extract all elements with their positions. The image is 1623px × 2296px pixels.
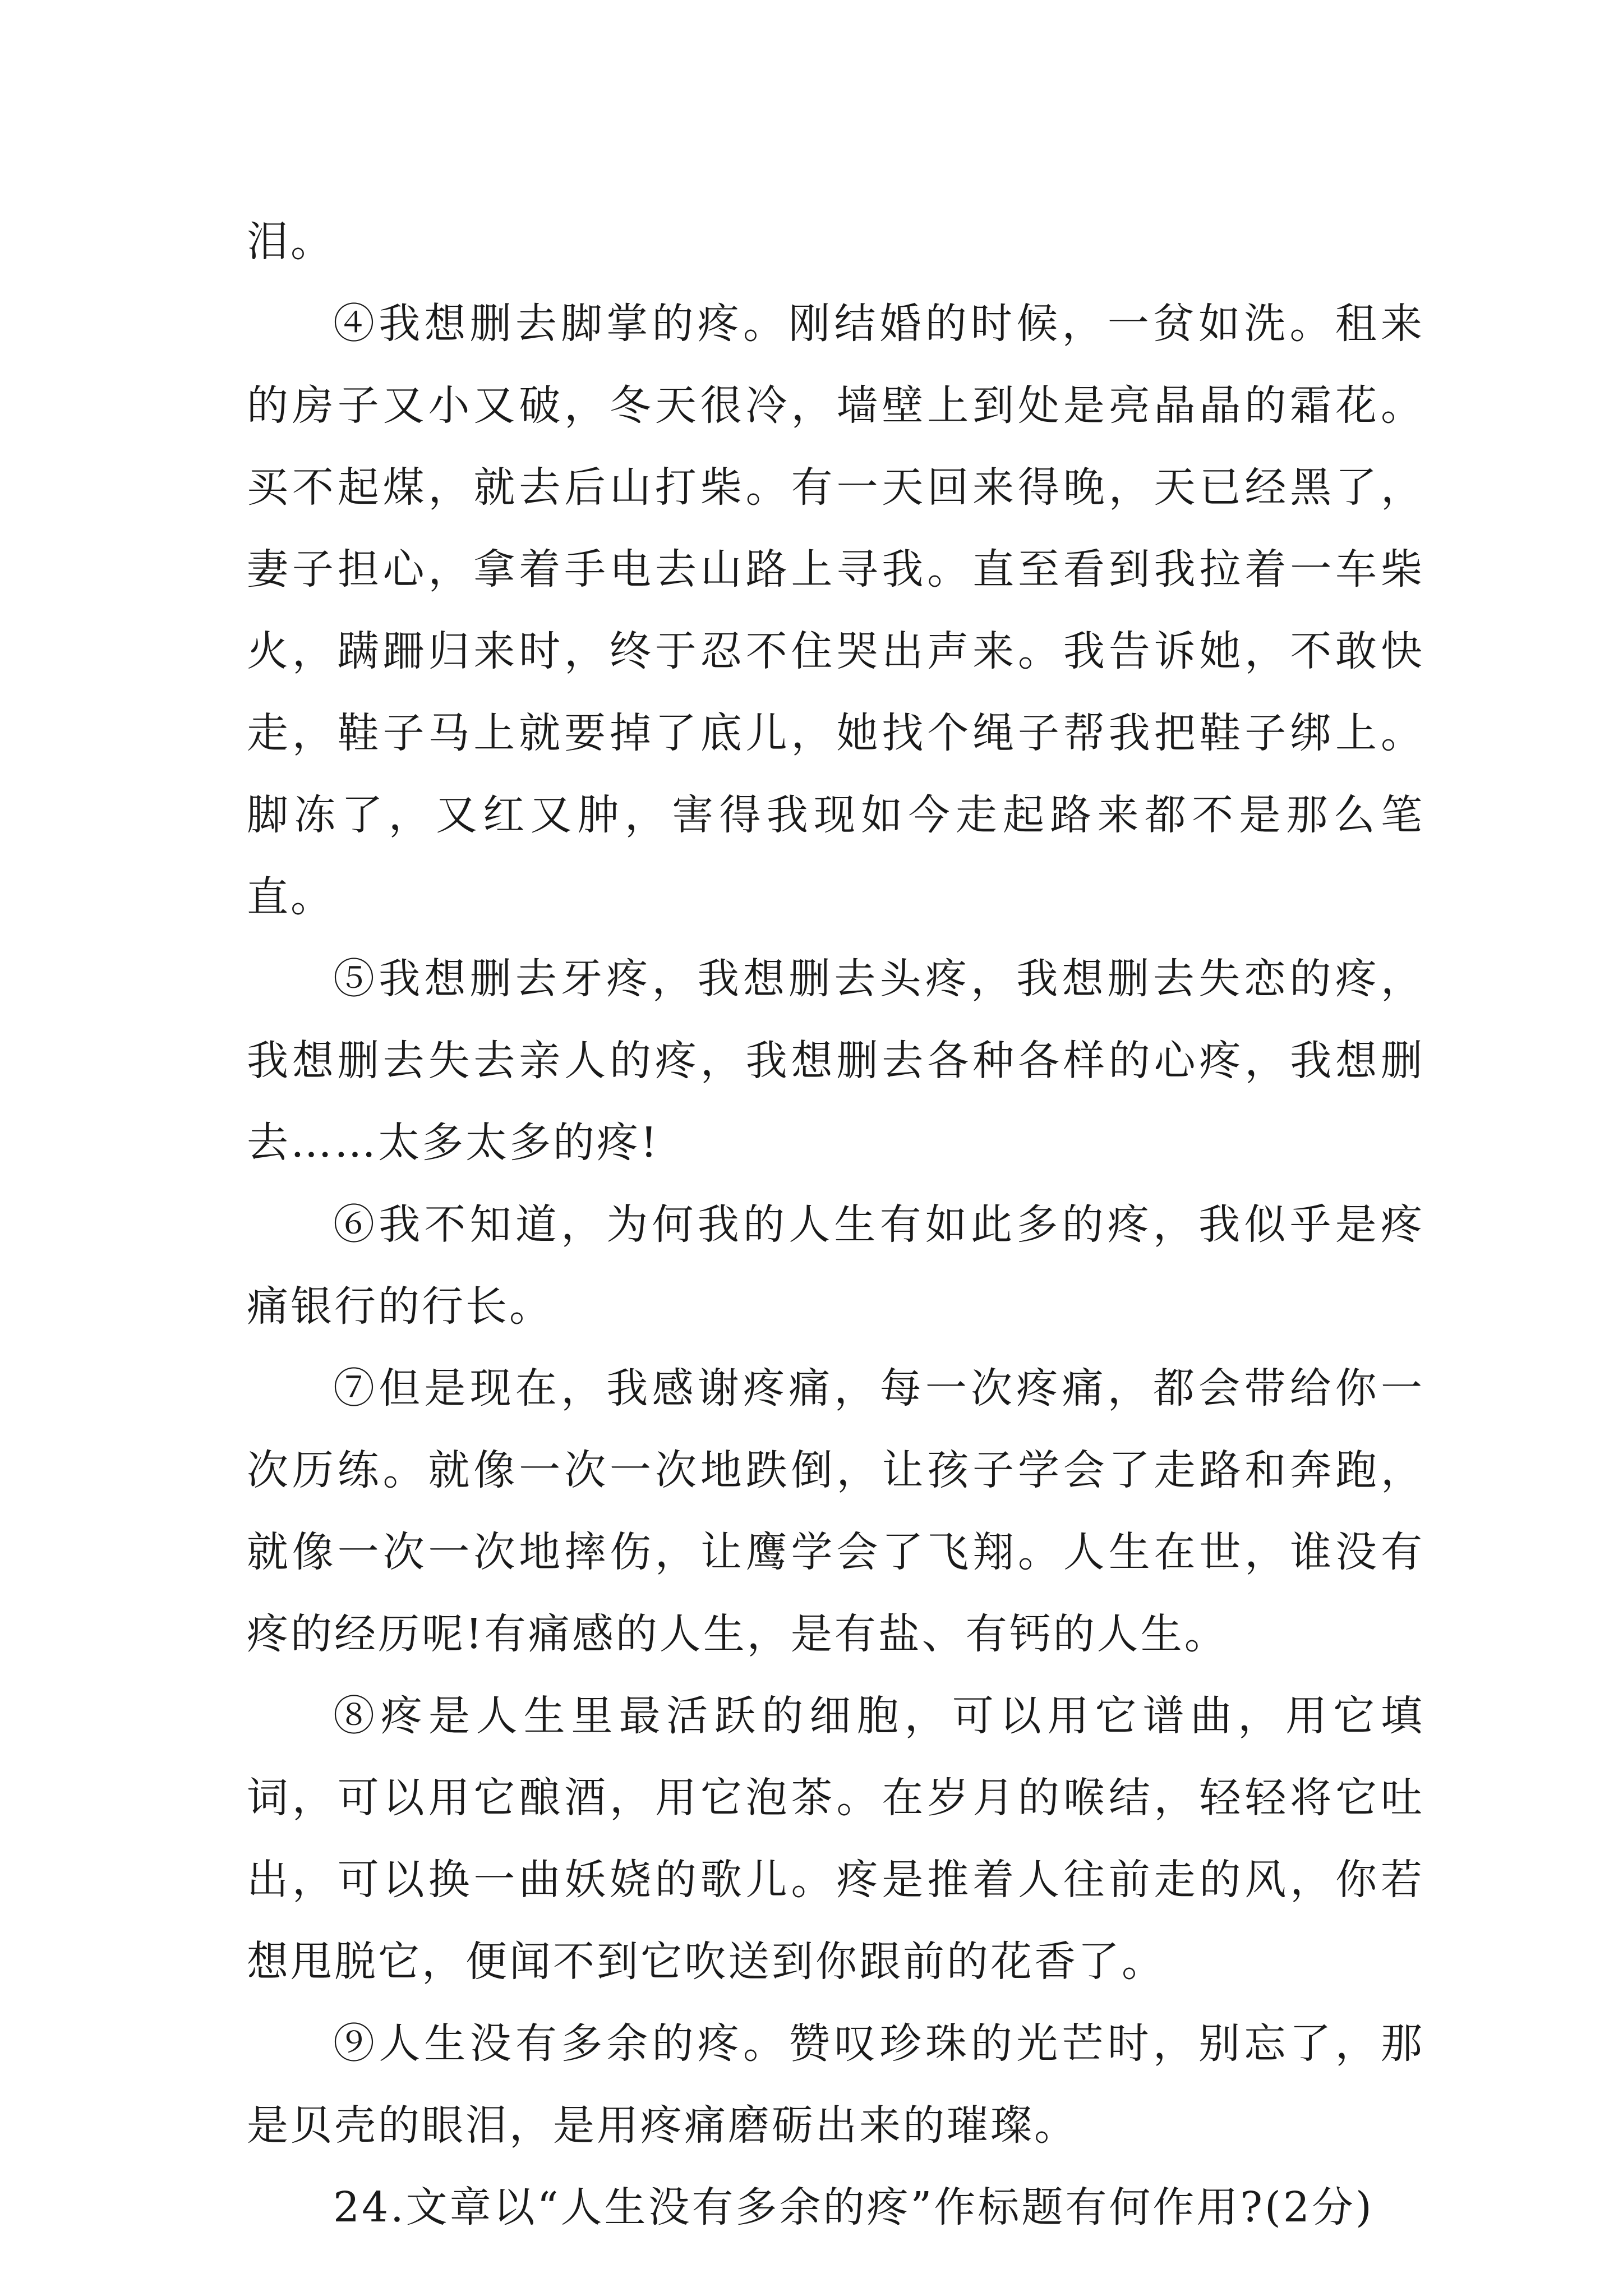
paragraph-6: ⑥我不知道，为何我的人生有如此多的疼，我似乎是疼痛银行的行长。 — [247, 1200, 1424, 1331]
paragraph-5: ⑤我想删去牙疼，我想删去头疼，我想删去失恋的疼，我想删去失去亲人的疼，我想删去各种各样的心疼，我想删去……太多太多的疼! — [247, 955, 1424, 1167]
paragraph-4: ④我想删去脚掌的疼。刚结婚的时候，一贫如洗。租来的房子又小又破，冬天很冷，墙壁上到处是亮晶晶的霜花。买不起煤，就去后山打柴。有一天回来得晚，天已经黑了，妻子担心，拿着手电去山路上寻我。直至看到我拉着一车柴火，蹒跚归来时，终于忍不住哭出声来。我告诉她，不敢快走，鞋子马上就要掉了底儿，她找个绳子帮我把鞋子绑上。脚冻了，又红又肿，害得我现如今走起路来都不是那么笔直。 — [247, 300, 1424, 921]
paragraph-7: ⑦但是现在，我感谢疼痛，每一次疼痛，都会带给你一次历练。就像一次一次地跌倒，让孩子学会了走路和奔跑，就像一次一次地摔伤，让鹰学会了飞翔。人生在世，谁没有疼的经历呢!有痛感的人生，是有盐、有钙的人生。 — [247, 1364, 1424, 1658]
paragraph-8: ⑧疼是人生里最活跃的细胞，可以用它谱曲，用它填词，可以用它酿酒，用它泡茶。在岁月的喉结，轻轻将它吐出，可以换一曲妖娆的歌儿。疼是推着人往前走的风，你若想甩脱它，便闻不到它吹送到你跟前的花香了。 — [247, 1692, 1424, 1986]
question-24: 24.文章以“人生没有多余的疼”作标题有何作用?(2分) — [333, 2183, 1374, 2231]
paragraph-9: ⑨人生没有多余的疼。赞叹珍珠的光芒时，别忘了，那是贝壳的眼泪，是用疼痛磨砺出来的璀璨。 — [247, 2019, 1424, 2150]
paragraph-continuation: 泪。 — [247, 218, 334, 266]
document-body — [247, 201, 1424, 2248]
